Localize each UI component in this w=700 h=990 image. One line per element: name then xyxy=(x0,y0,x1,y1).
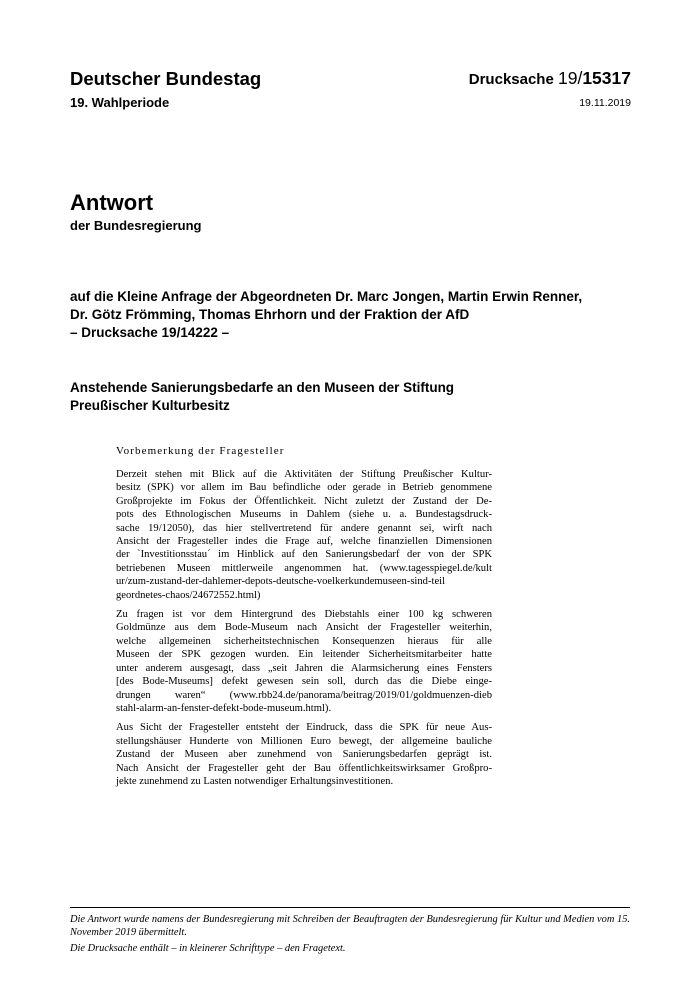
topic-line: Preußischer Kulturbesitz xyxy=(70,398,230,413)
paragraph-line: Derzeit stehen mit Blick auf die Aktivitäten der Stiftung Preußischer Kultur- xyxy=(116,469,492,480)
topic-line: Anstehende Sanierungsbedarfe an den Museen der Stiftung xyxy=(70,380,455,395)
paragraph-line: sache 19/12050), das hier stellvertretend für andere genannt sei, wirft nach xyxy=(116,522,492,534)
preliminary-remarks xyxy=(116,445,492,794)
paragraph-line: geordnetes-chaos/24672552.html) xyxy=(116,589,261,601)
transmission-note: Die Antwort wurde namens der Bundesregierung mit Schreiben der Beauftragten der Bundesregierung für Kultur und Medien vom 15. November 2019 übermittelt. xyxy=(70,914,630,938)
drucksache-label: Drucksache xyxy=(468,71,554,88)
paragraph-line: [des Bode-Museums] defekt gewesen sein soll, durch das die Diebe einge- xyxy=(116,676,492,688)
preliminary-remarks-heading: Vorbemerkung der Fragesteller xyxy=(116,445,285,457)
inquiry-topic xyxy=(70,379,630,415)
drucksache-volume: 19/ xyxy=(558,68,583,88)
preliminary-paragraph xyxy=(116,468,492,602)
paragraph-line: Aus Sicht der Fragesteller entsteht der Eindruck, dass die SPK für neue Aus- xyxy=(116,722,492,734)
paragraph-line: stellungshäuser Hunderte von Millionen Euro bewegt, der allgemeine bauliche xyxy=(116,735,492,747)
footer-divider xyxy=(70,907,630,908)
typeface-note: Die Drucksache enthält – in kleinerer Schrifttype – den Fragetext. xyxy=(70,943,346,954)
document-title: Antwort xyxy=(70,190,154,215)
paragraph-line: jekte zunehmend zu Lasten notwendiger Erhaltungsinvestitionen. xyxy=(116,775,394,787)
paragraph-line: Goldmünze aus dem Bode-Museum nach Ansicht der Fragesteller weiterhin, xyxy=(116,622,492,634)
paragraph-line: pots des Ethnologischen Museums in Dahlem (siehe u. a. Bundestagsdruck- xyxy=(116,509,492,521)
paragraph-line: Ansicht der Fragesteller indes die Frage auf, welche finanziellen Dimensionen xyxy=(116,536,492,548)
drucksache-number: 15317 xyxy=(582,68,631,88)
inquiry-reference xyxy=(70,288,640,342)
paragraph-line: Großprojekte im Fokus der Öffentlichkeit. Nicht zuletzt der Zustand der De- xyxy=(116,495,492,507)
paragraph-line: welche allgemeinen sicherheitstechnischen Konsequenzen hieraus für alle xyxy=(116,635,492,647)
paragraph-line: Nach Ansicht der Fragesteller geht der Bau öffentlichkeitswirksamer Großpro- xyxy=(116,762,492,774)
document-subtitle: der Bundesregierung xyxy=(70,218,202,233)
paragraph-line: unter anderem ausgesagt, dass „seit Jahren die Alarmsicherung eines Fensters xyxy=(116,662,492,674)
parliament-name: Deutscher Bundestag xyxy=(70,68,262,89)
paragraph-line: besitz (SPK) vor allem im Bau befindliche oder gerade in Betrieb genommene xyxy=(116,482,492,494)
preliminary-paragraph xyxy=(116,608,492,715)
inquiry-line: – Drucksache 19/14222 – xyxy=(70,325,230,340)
legislative-period: 19. Wahlperiode xyxy=(70,95,170,110)
paragraph-line: betriebenen Museen mittlerweile angenommen hat. (www.tagesspiegel.de/kult xyxy=(116,562,492,574)
footer-notes xyxy=(70,913,630,958)
inquiry-line: auf die Kleine Anfrage der Abgeordneten Dr. Marc Jongen, Martin Erwin Renner, xyxy=(70,289,583,304)
preliminary-paragraph xyxy=(116,721,492,788)
document-date: 19.11.2019 xyxy=(579,97,631,109)
paragraph-line: drungen waren“ (www.rbb24.de/panorama/beitrag/2019/01/goldmuenzen-dieb xyxy=(116,689,492,701)
paragraph-line: Zustand der Museen aber zunehmend von Sanierungsbedarfen geprägt ist. xyxy=(116,749,492,761)
paragraph-line: Museen der SPK gezogen wurden. Ein leitender Sicherheitsmitarbeiter hatte xyxy=(116,649,492,661)
inquiry-line: Dr. Götz Frömming, Thomas Ehrhorn und der Fraktion der AfD xyxy=(70,307,470,322)
paragraph-line: der `Investitionsstau´ im Hinblick auf den Sanierungsbedarf der von der SPK xyxy=(116,549,492,561)
paragraph-line: Zu fragen ist vor dem Hintergrund des Diebstahls einer 100 kg schweren xyxy=(116,609,492,621)
drucksache-reference xyxy=(469,68,631,89)
paragraph-line: stahl-alarm-an-fenster-defekt-bode-museum.html). xyxy=(116,702,332,714)
paragraph-line: ur/zum-zustand-der-dahlemer-depots-deutsche-voelkerkundemuseen-sind-teil xyxy=(116,576,446,588)
